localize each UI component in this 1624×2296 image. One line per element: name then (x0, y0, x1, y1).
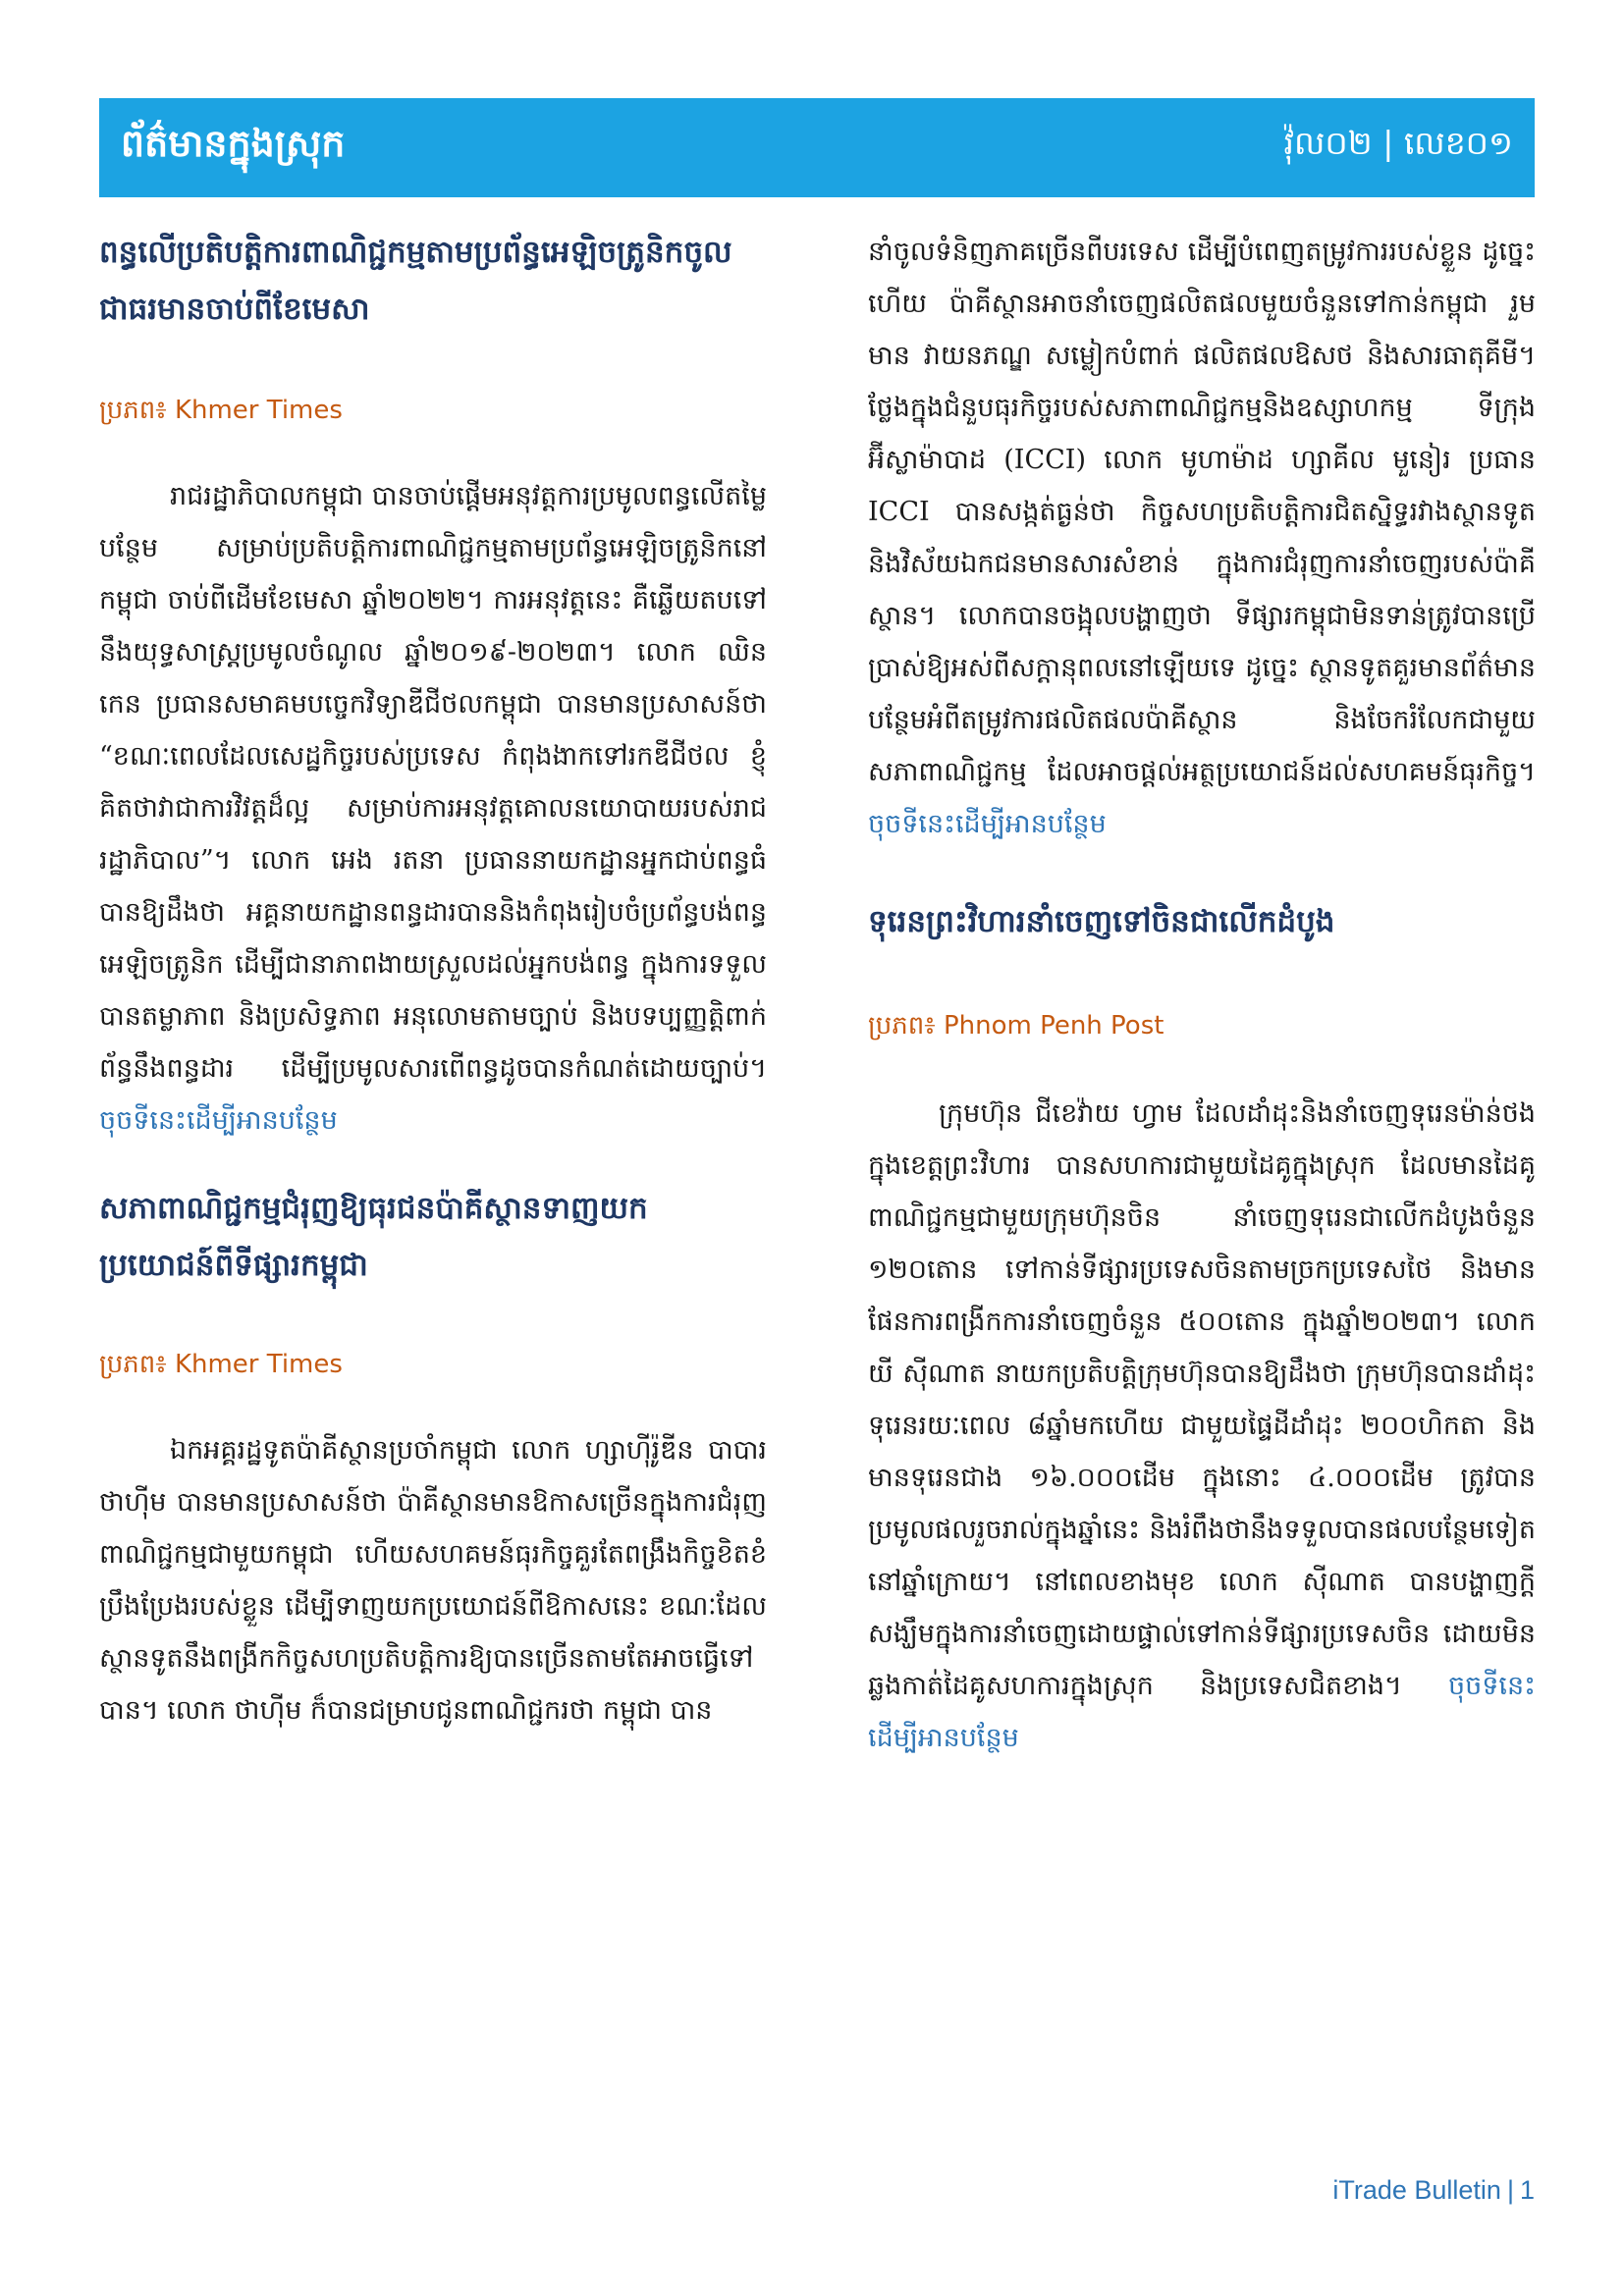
article-2-body-part-2: នាំចូលទំនិញភាគច្រើនពីបរទេស ដើម្បីបំពេញតម្រូវការរបស់ខ្លួន ដូច្នេះហើយ ប៉ាគីស្ថានអាចនាំចេញផលិតផលមួយចំនួនទៅកាន់កម្ពុជា រួមមាន វាយនភណ្ឌ សម្លៀកបំពាក់ ផលិតផលឱសថ និងសារធាតុគីមី។ ថ្លែងក្នុងជំនួបធុរកិច្ចរបស់សភាពាណិជ្ជកម្មនិងឧស្សាហកម្ម ទីក្រុងអ៊ីស្លាម៉ាបាដ (ICCI) លោក មូហាម៉ាដ ហ្សាគីល មួនៀរ ប្រធាន ICCI បានសង្កត់ធ្ងន់ថា កិច្ចសហប្រតិបត្តិការជិតស្និទ្ធរវាងស្ថានទូត និងវិស័យឯកជនមានសារសំខាន់ ក្នុងការជំរុញការនាំចេញរបស់ប៉ាគីស្ថាន។ លោកបានចង្អុលបង្ហាញថា ទីផ្សារកម្ពុជាមិនទាន់ត្រូវបានប្រើប្រាស់ឱ្យអស់ពីសក្ដានុពលនៅឡើយទេ ដូច្នេះ ស្ថានទូតគួរមានព័ត៌មានបន្ថែមអំពីតម្រូវការផលិតផលប៉ាគីស្ថាន និងចែករំលែកជាមួយសភាពាណិជ្ជកម្ម ដែលអាចផ្ដល់អត្ថប្រយោជន៍ដល់សហគមន៍ធុរកិច្ច។ ចុចទីនេះដើម្បីអានបន្ថែម (868, 237, 1536, 839)
article-1-title: ពន្ធលើប្រតិបត្តិការពាណិជ្ជកម្មតាមប្រព័ន្ធអេឡិចត្រូនិកចូលជាធរមានចាប់ពីខែមេសា (99, 235, 732, 327)
left-column (99, 224, 767, 1736)
article-3-title: ទុរេនព្រះវិហារនាំចេញទៅចិនជាលើកដំបូង (868, 904, 1335, 939)
article-1-read-more-link[interactable]: ចុចទីនេះដើម្បីអានបន្ថែម (99, 1105, 338, 1136)
article-2-source: ប្រភព៖ Khmer Times (99, 1350, 343, 1379)
footer-separator: | (1506, 2175, 1514, 2205)
section-title: ព័ត៌មានក្នុងស្រុក (121, 122, 346, 165)
page-footer (1332, 2175, 1535, 2206)
article-2-read-more-link[interactable]: ចុចទីនេះដើម្បីអានបន្ថែម (868, 809, 1107, 839)
right-column (868, 224, 1536, 1764)
article-3-body: ក្រុមហ៊ុន ជីខេវ៉ាយ ហ្វាម ដែលដាំដុះនិងនាំចេញទុរេនម៉ាន់ថងក្នុងខេត្តព្រះវិហារ បានសហការជាមួយដៃគូក្នុងស្រុក ដែលមានដៃគូពាណិជ្ជកម្មជាមួយក្រុមហ៊ុនចិន នាំចេញទុរេនជាលើកដំបូងចំនួន ១២០តោន ទៅកាន់ទីផ្សារប្រទេសចិនតាមច្រកប្រទេសថៃ និងមានផែនការពង្រីកការនាំចេញចំនួន ៥០០តោន ក្នុងឆ្នាំ២០២៣។ លោក យី ស៊ីណាត នាយកប្រតិបត្តិក្រុមហ៊ុនបានឱ្យដឹងថា ក្រុមហ៊ុនបានដាំដុះទុរេនរយៈពេល ៨ឆ្នាំមកហើយ ជាមួយផ្ទៃដីដាំដុះ ២០០ហិកតា និងមានទុរេនជាង ១៦.០០០ដើម ក្នុងនោះ ៤.០០០ដើម ត្រូវបានប្រមូលផលរួចរាល់ក្នុងឆ្នាំនេះ និងរំពឹងថានឹងទទួលបានផលបន្ថែមទៀតនៅឆ្នាំក្រោយ។ នៅពេលខាងមុខ លោក ស៊ីណាត បានបង្ហាញក្ដីសង្ឃឹមក្នុងការនាំចេញដោយផ្ទាល់ទៅកាន់ទីផ្សារប្រទេសចិន ដោយមិនឆ្លងកាត់ដៃគូសហការក្នុងស្រុក និងប្រទេសជិតខាង។ ចុចទីនេះដើម្បីអានបន្ថែម (868, 1098, 1536, 1753)
article-3-source: ប្រភព៖ Phnom Penh Post (868, 1011, 1164, 1041)
article-3-read-more-link[interactable]: ចុចទីនេះដើម្បីអានបន្ថែម (868, 1671, 1536, 1753)
page-header-bar (99, 98, 1535, 197)
issue-number: វ៉ុល០២ | លេខ០១ (1283, 124, 1513, 162)
article-2-title: សភាពាណិជ្ជកម្មជំរុញឱ្យធុរជនប៉ាគីស្ថានទាញយកប្រយោជន៍ពីទីផ្សារកម្ពុជា (99, 1191, 648, 1283)
page-number: 1 (1519, 2175, 1535, 2205)
publication-name: iTrade Bulletin (1332, 2175, 1501, 2205)
article-2-body-part-1: ឯកអគ្គរដ្ឋទូតប៉ាគីស្ថានប្រចាំកម្ពុជា លោក ហ្សាហ៊ីរ៉ូឌីន បាបារ ថាហ៊ីម បានមានប្រសាសន៍ថា ប៉ាគីស្ថានមានឱកាសច្រើនក្នុងការជំរុញពាណិជ្ជកម្មជាមួយកម្ពុជា ហើយសហគមន៍ធុរកិច្ចគួរតែពង្រឹងកិច្ចខិតខំប្រឹងប្រែងរបស់ខ្លួន ដើម្បីទាញយកប្រយោជន៍ពីឱកាសនេះ ខណៈដែលស្ថានទូតនឹងពង្រីកកិច្ចសហប្រតិបត្តិការឱ្យបានច្រើនតាមតែអាចធ្វើទៅបាន។ លោក ថាហ៊ីម ក៏បានជម្រាបជូនពាណិជ្ជករថា កម្ពុជា បាន (99, 1435, 767, 1726)
article-1-source: ប្រភព៖ Khmer Times (99, 396, 343, 425)
article-1-body: រាជរដ្ឋាភិបាលកម្ពុជា បានចាប់ផ្ដើមអនុវត្តការប្រមូលពន្ធលើតម្លៃបន្ថែម សម្រាប់ប្រតិបត្តិការពាណិជ្ជកម្មតាមប្រព័ន្ធអេឡិចត្រូនិកនៅកម្ពុជា ចាប់ពីដើមខែមេសា ឆ្នាំ២០២២។ ការអនុវត្តនេះ គឺឆ្លើយតបទៅនឹងយុទ្ធសាស្ត្រប្រមូលចំណូល ឆ្នាំ២០១៩-២០២៣។ លោក ឈិន កេន ប្រធានសមាគមបច្ចេកវិទ្យាឌីជីថលកម្ពុជា បានមានប្រសាសន៍ថា “ខណៈពេលដែលសេដ្ឋកិច្ចរបស់ប្រទេស កំពុងងាកទៅរកឌីជីថល ខ្ញុំគិតថាវាជាការវិវត្តដ៏ល្អ សម្រាប់ការអនុវត្តគោលនយោបាយរបស់រាជរដ្ឋាភិបាល”។ លោក អេង រតនា ប្រធាននាយកដ្ឋានអ្នកជាប់ពន្ធធំ បានឱ្យដឹងថា អគ្គនាយកដ្ឋានពន្ធដារបាននិងកំពុងរៀបចំប្រព័ន្ធបង់ពន្ធអេឡិចត្រូនិក ដើម្បីជានាភាពងាយស្រួលដល់អ្នកបង់ពន្ធ ក្នុងការទទួលបានតម្លាភាព និងប្រសិទ្ធភាព អនុលោមតាមច្បាប់ និងបទប្បញ្ញត្តិពាក់ព័ន្ធនឹងពន្ធដារ ដើម្បីប្រមូលសារពើពន្ធដូចបានកំណត់ដោយច្បាប់។ ចុចទីនេះដើម្បីអានបន្ថែម (99, 481, 767, 1136)
